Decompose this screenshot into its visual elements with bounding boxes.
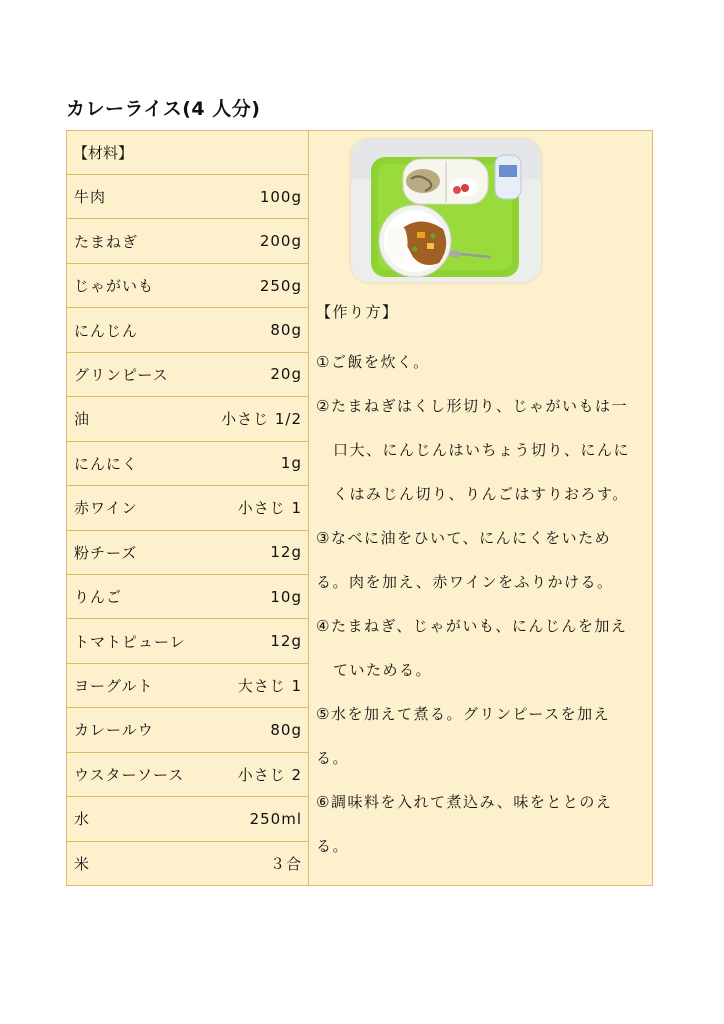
method-step xyxy=(316,384,646,516)
recipe-panel xyxy=(66,130,653,886)
ingredient-amount: 200g xyxy=(259,232,302,251)
ingredient-amount: 100g xyxy=(259,187,302,206)
ingredient-name: 水 xyxy=(74,810,91,829)
curry-photo xyxy=(351,139,541,282)
ingredient-amount: 12g xyxy=(270,632,302,651)
ingredient-amount: 小さじ 2 xyxy=(237,765,302,784)
step-text-continued: る。 xyxy=(316,837,350,855)
ingredient-amount: 250ml xyxy=(249,809,302,828)
method-step xyxy=(316,604,646,692)
ingredient-row xyxy=(67,397,308,441)
ingredient-row xyxy=(67,486,308,530)
ingredient-name: 牛肉 xyxy=(74,188,107,207)
ingredient-name: りんご xyxy=(74,588,123,607)
ingredient-amount: 80g xyxy=(270,720,302,739)
step-text-continued: る。肉を加え、赤ワインをふりかける。 xyxy=(316,573,614,591)
ingredients-table xyxy=(67,131,309,885)
curry-meal-image xyxy=(351,139,541,282)
method-step xyxy=(316,516,646,604)
step-text: ③なべに油をひいて、にんにくをいため xyxy=(316,529,612,547)
ingredient-amount: 小さじ 1/2 xyxy=(221,410,302,429)
ingredient-row xyxy=(67,664,308,708)
step-text: ②たまねぎはくし形切り、じゃがいもは一 xyxy=(316,397,628,415)
ingredient-row xyxy=(67,531,308,575)
ingredient-amount: 20g xyxy=(270,365,302,384)
ingredient-name: ウスターソース xyxy=(74,765,185,784)
method-step xyxy=(316,340,646,384)
ingredient-amount: 12g xyxy=(270,543,302,562)
ingredient-name: じゃがいも xyxy=(74,277,155,296)
ingredient-name: 粉チーズ xyxy=(74,543,138,562)
ingredient-name: ヨーグルト xyxy=(74,677,154,696)
step-text-continued: ていためる。 xyxy=(333,661,433,679)
ingredient-row xyxy=(67,619,308,663)
ingredient-name: グリンピース xyxy=(74,365,169,384)
ingredients-header: 【材料】 xyxy=(67,131,308,175)
ingredient-name: トマトピューレ xyxy=(74,632,186,651)
ingredient-row xyxy=(67,175,308,219)
ingredient-name: たまねぎ xyxy=(74,232,139,251)
ingredient-amount: 250g xyxy=(259,276,302,295)
page-title: カレーライス(4 人分) xyxy=(66,98,261,120)
ingredient-name: 油 xyxy=(74,410,91,429)
ingredient-row xyxy=(67,442,308,486)
method-step xyxy=(316,780,646,868)
step-text: ⑤水を加えて煮る。グリンピースを加え xyxy=(316,705,611,723)
ingredient-amount: 10g xyxy=(270,587,302,606)
ingredient-row xyxy=(67,308,308,352)
ingredient-name: カレールウ xyxy=(74,721,154,740)
ingredient-row xyxy=(67,753,308,797)
step-text: ⑥調味料を入れて煮込み、味をととのえ xyxy=(316,793,613,811)
ingredient-name: 米 xyxy=(74,855,91,874)
ingredient-row xyxy=(67,797,308,841)
ingredient-amount: 小さじ 1 xyxy=(237,499,302,518)
ingredient-amount: 1g xyxy=(280,454,302,473)
ingredient-name: にんにく xyxy=(74,454,139,473)
ingredient-name: 赤ワイン xyxy=(74,499,138,518)
method-title: 【作り方】 xyxy=(316,303,399,321)
ingredient-name: にんじん xyxy=(74,321,139,340)
method-step xyxy=(316,692,646,780)
ingredient-amount: 大さじ 1 xyxy=(237,677,302,696)
ingredient-amount: 80g xyxy=(270,321,302,340)
ingredient-row xyxy=(67,219,308,263)
ingredient-row xyxy=(67,842,308,886)
ingredient-amount: ３合 xyxy=(269,855,302,874)
step-text: ①ご飯を炊く。 xyxy=(316,353,430,371)
step-text-continued: る。 xyxy=(316,749,350,767)
ingredient-row xyxy=(67,708,308,752)
step-text-continued: くはみじん切り、りんごはすりおろす。 xyxy=(333,485,629,503)
step-text-continued: 口大、にんじんはいちょう切り、にんに xyxy=(333,441,631,459)
ingredient-row xyxy=(67,353,308,397)
ingredient-row xyxy=(67,575,308,619)
step-text: ④たまねぎ、じゃがいも、にんじんを加え xyxy=(316,617,628,635)
ingredient-row xyxy=(67,264,308,308)
method-section xyxy=(316,293,646,868)
